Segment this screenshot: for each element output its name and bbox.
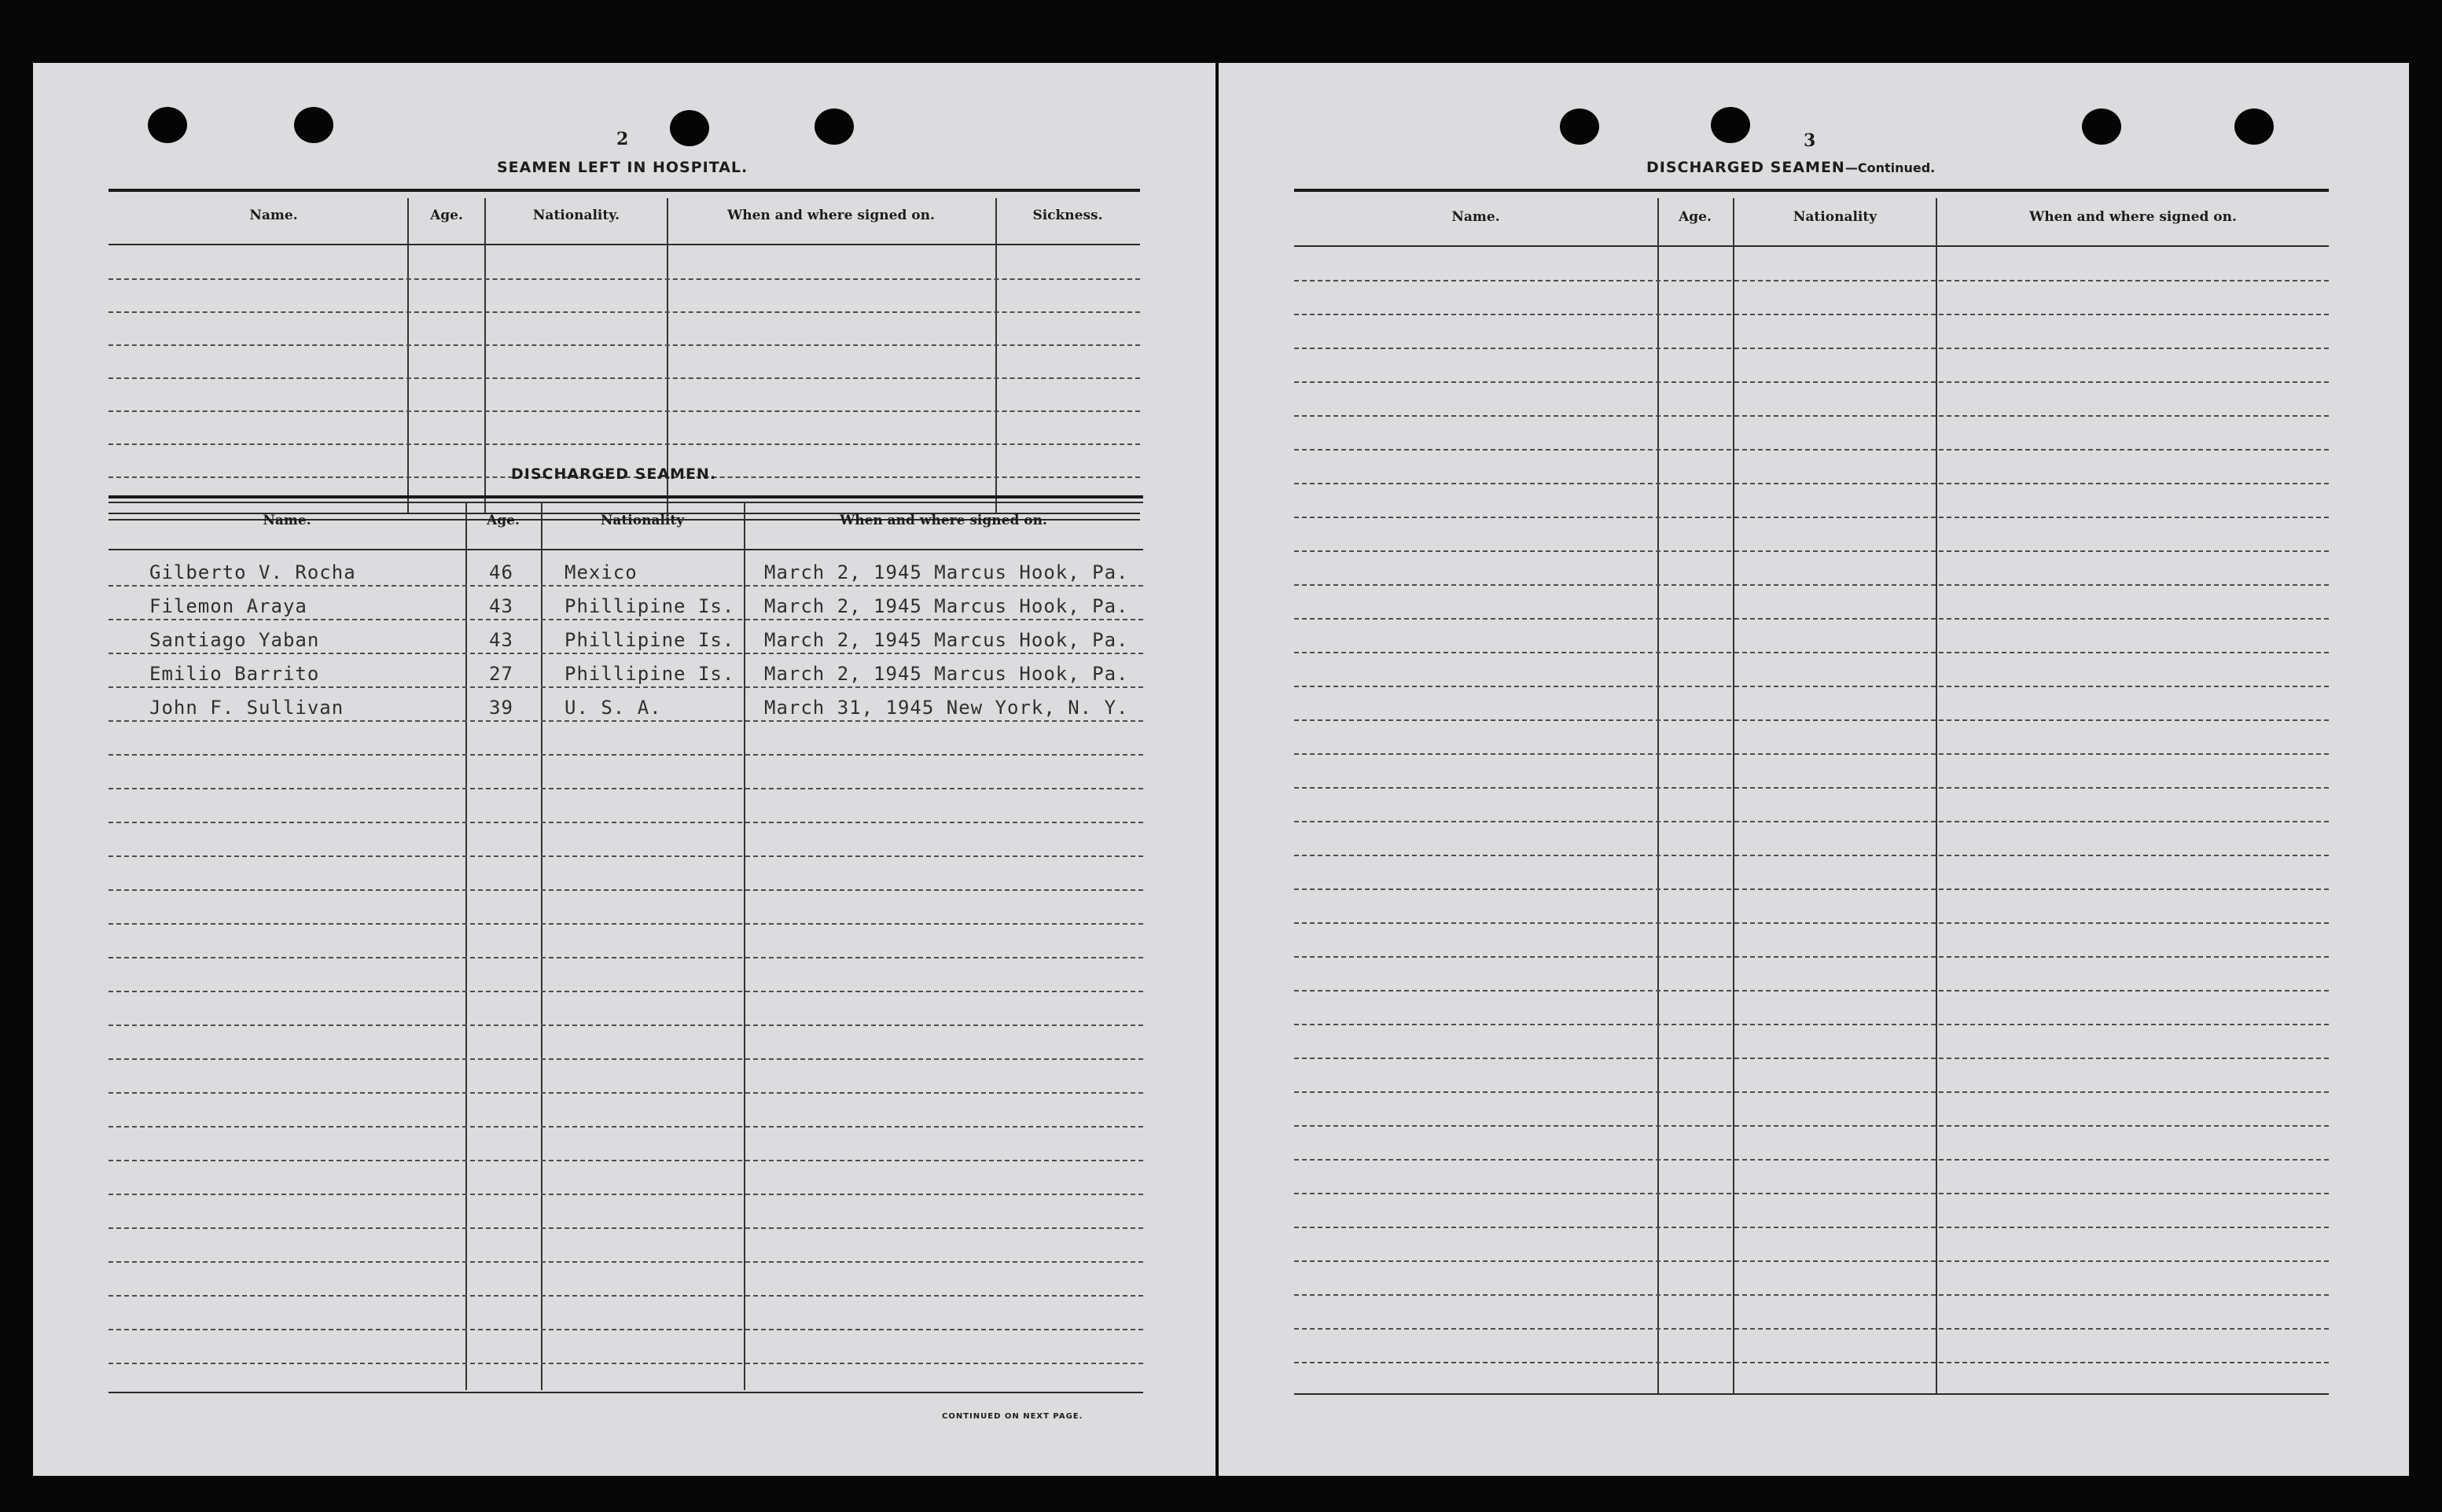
discharged-continued-title [1646, 159, 1935, 176]
entry-line [1294, 348, 2329, 349]
entry-line [1294, 1294, 2329, 1296]
entry-line [1294, 1058, 2329, 1059]
entry-line [108, 1363, 1143, 1364]
entry-line [108, 1261, 1143, 1263]
entry-line [1294, 618, 2329, 620]
discharged-section-title: DISCHARGED SEAMEN. [511, 465, 717, 483]
entry-line [108, 720, 1143, 722]
entry-line [1294, 787, 2329, 789]
entry-line [1294, 719, 2329, 721]
entry-line [108, 686, 1143, 688]
entry-line [108, 923, 1143, 925]
continued-col-signed-on: When and where signed on. [2029, 209, 2237, 225]
rule [108, 244, 1140, 245]
entry-line [1294, 1091, 2329, 1093]
seaman-age: 46 [489, 561, 513, 583]
entry-line [108, 822, 1143, 823]
entry-line [1294, 1260, 2329, 1262]
punch-hole [1560, 109, 1599, 145]
discharged-col-age: Age. [487, 513, 520, 528]
continued-col-name: Name. [1451, 209, 1500, 225]
title-suffix: —Continued. [1844, 160, 1936, 175]
hospital-section-title: SEAMEN LEFT IN HOSPITAL. [497, 159, 748, 176]
entry-line [108, 585, 1143, 587]
title-main: DISCHARGED SEAMEN [1646, 159, 1845, 176]
discharged-col-nationality: Nationality [600, 513, 685, 528]
entry-line [1294, 1328, 2329, 1330]
entry-line [1294, 686, 2329, 687]
entry-line [1294, 449, 2329, 451]
rule [1294, 245, 2329, 247]
seaman-age: 39 [489, 697, 513, 719]
seaman-signed-on: March 2, 1945 Marcus Hook, Pa. [764, 561, 1129, 583]
entry-line [1294, 922, 2329, 924]
column-divider [484, 198, 486, 513]
seaman-name: Gilberto V. Rocha [149, 561, 356, 583]
entry-line [108, 278, 1140, 280]
entry-line [108, 991, 1143, 992]
rule [108, 189, 1140, 192]
entry-line [1294, 584, 2329, 586]
entry-line [108, 311, 1140, 313]
column-divider [995, 198, 997, 513]
entry-line [1294, 1362, 2329, 1363]
seaman-signed-on: March 31, 1945 New York, N. Y. [764, 697, 1129, 719]
seaman-name: Emilio Barrito [149, 663, 320, 685]
seaman-age: 27 [489, 663, 513, 685]
entry-line [1294, 652, 2329, 653]
entry-line [1294, 381, 2329, 383]
discharged-col-name: Name. [263, 513, 311, 528]
entry-line [1294, 821, 2329, 822]
column-divider [407, 198, 409, 513]
entry-line [108, 1058, 1143, 1060]
left-page [33, 63, 1215, 1476]
entry-line [108, 889, 1143, 891]
seaman-nationality: Phillipine Is. [565, 595, 735, 617]
seaman-nationality: U. S. A. [565, 697, 662, 719]
entry-line [1294, 550, 2329, 552]
entry-line [1294, 1125, 2329, 1127]
seaman-name: John F. Sullivan [149, 697, 344, 719]
entry-line [108, 443, 1140, 445]
hospital-col-name: Name. [249, 208, 298, 223]
entry-line [1294, 483, 2329, 484]
entry-line [108, 788, 1143, 789]
entry-line [108, 1295, 1143, 1297]
seaman-signed-on: March 2, 1945 Marcus Hook, Pa. [764, 663, 1129, 685]
hospital-col-age: Age. [430, 208, 463, 223]
entry-line [1294, 517, 2329, 518]
column-divider [465, 502, 467, 1390]
seaman-name: Filemon Araya [149, 595, 307, 617]
right-page [1219, 63, 2409, 1476]
punch-hole [294, 107, 333, 143]
entry-line [108, 754, 1143, 756]
entry-line [1294, 1024, 2329, 1025]
punch-hole [2082, 109, 2121, 145]
entry-line [108, 1194, 1143, 1195]
rule [108, 549, 1143, 550]
entry-line [108, 957, 1143, 958]
column-divider [1733, 198, 1734, 1393]
punch-hole [670, 110, 709, 146]
entry-line [1294, 888, 2329, 890]
seaman-signed-on: March 2, 1945 Marcus Hook, Pa. [764, 595, 1129, 617]
seaman-name: Santiago Yaban [149, 629, 320, 651]
entry-line [108, 410, 1140, 412]
continued-col-nationality: Nationality [1793, 209, 1877, 225]
column-divider [541, 502, 542, 1390]
entry-line [108, 1126, 1143, 1128]
entry-line [108, 653, 1143, 654]
continued-note: CONTINUED ON NEXT PAGE. [942, 1412, 1083, 1421]
seaman-signed-on: March 2, 1945 Marcus Hook, Pa. [764, 629, 1129, 651]
entry-line [108, 1025, 1143, 1026]
entry-line [108, 1227, 1143, 1229]
column-divider [744, 502, 745, 1390]
hospital-col-nationality: Nationality. [532, 208, 620, 223]
entry-line [1294, 314, 2329, 315]
rule [108, 495, 1143, 498]
page-number: 3 [1804, 131, 1816, 151]
entry-line [108, 855, 1143, 857]
seaman-nationality: Mexico [565, 561, 638, 583]
page-number: 2 [616, 129, 629, 149]
rule [1294, 1393, 2329, 1395]
entry-line [1294, 415, 2329, 417]
entry-line [1294, 753, 2329, 755]
entry-line [1294, 990, 2329, 991]
punch-hole [815, 109, 854, 145]
entry-line [108, 377, 1140, 379]
seaman-nationality: Phillipine Is. [565, 663, 735, 685]
entry-line [1294, 280, 2329, 281]
entry-line [108, 1092, 1143, 1094]
rule [108, 502, 1143, 503]
hospital-col-signed-on: When and where signed on. [727, 208, 935, 223]
punch-hole [2234, 109, 2274, 145]
seaman-age: 43 [489, 629, 513, 651]
entry-line [108, 1329, 1143, 1330]
entry-line [1294, 1159, 2329, 1161]
punch-hole [148, 107, 187, 143]
entry-line [1294, 1193, 2329, 1194]
rule [1294, 189, 2329, 192]
entry-line [1294, 1227, 2329, 1228]
entry-line [1294, 855, 2329, 856]
hospital-col-sickness: Sickness. [1032, 208, 1103, 223]
column-divider [1657, 198, 1659, 1393]
continued-col-age: Age. [1679, 209, 1712, 225]
rule [108, 1392, 1143, 1393]
seaman-nationality: Phillipine Is. [565, 629, 735, 651]
entry-line [108, 1160, 1143, 1161]
entry-line [108, 619, 1143, 620]
entry-line [108, 344, 1140, 346]
punch-hole [1711, 107, 1750, 143]
seaman-age: 43 [489, 595, 513, 617]
discharged-col-signed-on: When and where signed on. [840, 513, 1047, 528]
entry-line [1294, 956, 2329, 958]
column-divider [1936, 198, 1937, 1393]
